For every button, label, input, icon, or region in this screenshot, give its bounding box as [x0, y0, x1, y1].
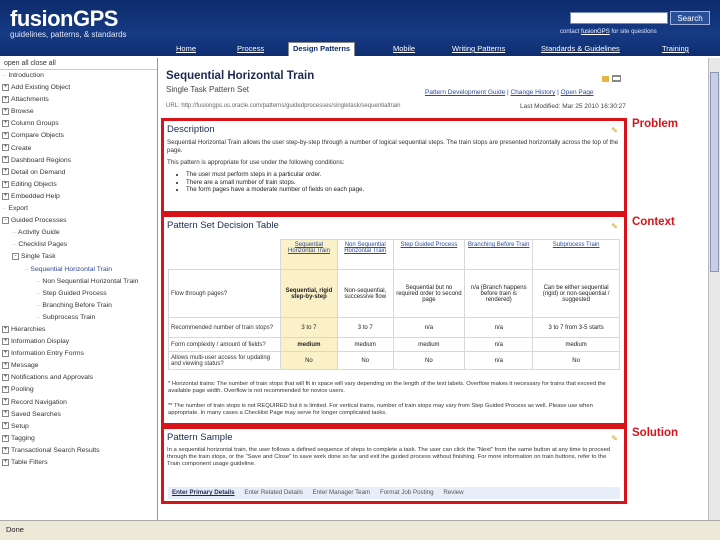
tree-item[interactable]: [0, 457, 157, 469]
tree-item[interactable]: [0, 288, 157, 300]
table-cell: medium: [281, 338, 338, 352]
site-tagline: guidelines, patterns, & standards: [10, 30, 127, 39]
expand-icon[interactable]: +: [3, 95, 8, 102]
table-row: [169, 338, 620, 352]
expand-icon[interactable]: +: [3, 192, 8, 199]
tree-item-label: Subprocess Train: [42, 313, 96, 321]
main-nav: [0, 42, 720, 56]
status-bar: [0, 520, 720, 540]
tree-item[interactable]: [0, 324, 157, 336]
sample-heading: Pattern Sample: [167, 432, 233, 443]
expand-icon[interactable]: +: [3, 386, 8, 393]
table-cell: No: [337, 352, 393, 370]
tree-item[interactable]: [0, 360, 157, 372]
tree-item[interactable]: [0, 203, 157, 215]
sample-text: In a sequential horizontal train, the user follows a defined sequence of steps to complete a task. The user can click the "Next" from the same button at any time to proceed through the train stops, or the "Save and Close" to save work done so far and exit the guided process without finishing. For more information on train buttons, refer to the Train component usage guideline.: [167, 447, 611, 467]
search-input[interactable]: [570, 12, 668, 24]
expand-icon[interactable]: +: [3, 374, 8, 381]
contact-suffix: for site questions: [611, 29, 657, 35]
edit-icon[interactable]: ✎: [611, 222, 618, 231]
tree-item-label: Sequential Horizontal Train: [30, 265, 113, 273]
footnote-1: * Horizontal trains: The number of train stops that will fit in space will vary depending on the length of the text labels. Overflow makes it necessary for trains that exceed the available page width. Overflow is not recommended for novice users.: [168, 381, 606, 394]
search-button[interactable]: Search: [670, 11, 710, 25]
tree-item[interactable]: [0, 215, 157, 227]
column-header[interactable]: Subprocess Train: [533, 240, 620, 270]
page-title: Sequential Horizontal Train: [166, 70, 315, 82]
expand-icon[interactable]: +: [3, 168, 8, 175]
expand-icon[interactable]: +: [3, 120, 8, 127]
tree-item-label: Checklist Pages: [18, 241, 68, 249]
table-row: [169, 270, 620, 318]
tree-item-label: Guided Processes: [11, 217, 67, 225]
tree-item-label: Column Groups: [11, 120, 59, 128]
sidebar-tree: [0, 58, 158, 520]
tree-item[interactable]: [0, 433, 157, 445]
tree-item-label: Pooling: [11, 386, 34, 394]
expand-icon[interactable]: +: [3, 132, 8, 139]
tree-item-label: Hierarchies: [11, 325, 46, 333]
expand-icon[interactable]: +: [3, 446, 8, 453]
tree-item[interactable]: [0, 118, 157, 130]
table-cell: medium: [393, 338, 465, 352]
tree-item-label: Compare Objects: [11, 132, 64, 140]
edit-icon[interactable]: ✎: [611, 434, 618, 443]
train-stop[interactable]: Format Job Posting: [379, 489, 434, 496]
tree-item[interactable]: [0, 130, 157, 142]
tree-connector: ··: [36, 301, 43, 309]
expand-icon[interactable]: +: [3, 83, 8, 90]
description-heading: Description: [167, 124, 215, 135]
open-page-link[interactable]: Open Page: [560, 89, 594, 96]
table-corner: [169, 240, 281, 270]
contact-line: [560, 29, 657, 35]
tree-item-label: Detail on Demand: [11, 168, 66, 176]
row-question: Recommended number of train stops?: [169, 318, 281, 338]
expand-icon[interactable]: +: [3, 337, 8, 344]
train-tabs: [168, 487, 620, 499]
tree-connector: ··: [36, 277, 43, 285]
tree-item-label: Record Navigation: [11, 398, 67, 406]
table-cell: No: [393, 352, 465, 370]
tree-item[interactable]: [0, 276, 157, 288]
site-logo[interactable]: fusionGPS: [10, 6, 118, 31]
tree-item[interactable]: [0, 191, 157, 203]
page-url: URL: http://fusiongps.us.oracle.com/patterns/guidedprocesses/singletask/sequentialtrain: [166, 103, 401, 109]
condition-item: • The user must perform steps in a particular order.: [186, 171, 624, 179]
table-row: [169, 318, 620, 338]
expand-icon[interactable]: +: [3, 180, 8, 187]
nav-mobile[interactable]: Mobile: [393, 44, 416, 53]
column-header[interactable]: Non Sequential Horizontal Train: [337, 240, 393, 270]
table-cell: Non-sequential, successive flow: [337, 270, 393, 318]
tree-item[interactable]: [0, 409, 157, 421]
expand-icon[interactable]: +: [3, 144, 8, 151]
vertical-scrollbar[interactable]: [708, 58, 720, 520]
table-cell: 3 to 7 from 3-5 starts: [533, 318, 620, 338]
tree-item-label: Information Display: [11, 338, 70, 346]
table-header-row: [169, 240, 620, 270]
tree-item[interactable]: [0, 372, 157, 384]
tree-item[interactable]: [0, 348, 157, 360]
nav-standards[interactable]: Standards & Guidelines: [541, 44, 620, 53]
contact-link[interactable]: fusionGPS: [581, 29, 610, 35]
tree-item[interactable]: [0, 384, 157, 396]
last-modified: Last Modified: Mar 25 2010 16:30:27: [520, 103, 626, 110]
tree-controls[interactable]: open all close all: [0, 58, 157, 70]
tree-item-label: Dashboard Regions: [11, 156, 72, 164]
tree-connector: ··: [12, 241, 19, 249]
tree-list: [0, 70, 157, 469]
tree-item[interactable]: [0, 82, 157, 94]
table-cell: Sequential, rigid step-by-step: [281, 270, 338, 318]
table-cell: n/a: [465, 318, 533, 338]
description-text: Sequential Horizontal Train allows the user step-by-step through a number of logical sequential steps. The train stops are presented horizontally across the top of the page.: [167, 139, 619, 154]
table-cell: No: [533, 352, 620, 370]
tree-item-label: Export: [8, 205, 29, 213]
tree-item[interactable]: [0, 251, 157, 263]
table-row: [169, 352, 620, 370]
problem-label: Problem: [632, 118, 679, 130]
tree-item-label: Browse: [11, 108, 34, 116]
tree-item[interactable]: [0, 300, 157, 312]
table-cell: medium: [533, 338, 620, 352]
row-question: Allows multi-user access for updating and viewing status?: [169, 352, 281, 370]
description-section: [161, 118, 627, 214]
table-cell: n/a: [465, 338, 533, 352]
condition-item: • The form pages have a moderate number of fields on each page.: [186, 186, 624, 194]
table-cell: n/a: [465, 352, 533, 370]
row-question: Form complexity / amount of fields?: [169, 338, 281, 352]
expand-icon[interactable]: +: [3, 156, 8, 163]
table-cell: medium: [337, 338, 393, 352]
collapse-icon[interactable]: -: [12, 253, 19, 260]
page-links: Pattern Development Guide | Change History | Open Page: [425, 89, 594, 96]
tree-item-label: Create: [11, 144, 32, 152]
table-cell: 3 to 7: [281, 318, 338, 338]
change-history-link[interactable]: Change History: [510, 89, 556, 96]
column-header[interactable]: Sequential Horizontal Train: [281, 240, 338, 270]
context-label: Context: [632, 216, 675, 228]
tree-item-label: Notifications and Approvals: [11, 374, 93, 382]
decision-heading: Pattern Set Decision Table: [167, 220, 279, 231]
tree-item[interactable]: [0, 179, 157, 191]
site-header: [0, 0, 720, 56]
pattern-sample-section: [161, 426, 627, 504]
nav-writing-patterns[interactable]: Writing Patterns: [452, 44, 506, 53]
tree-item[interactable]: [0, 445, 157, 457]
tree-item-label: Setup: [11, 422, 29, 430]
tree-item-label: Tagging: [11, 434, 35, 442]
column-header[interactable]: Branching Before Train: [465, 240, 533, 270]
expand-icon[interactable]: +: [3, 361, 8, 368]
nav-training[interactable]: Training: [662, 44, 689, 53]
tree-item[interactable]: [0, 312, 157, 324]
tree-item[interactable]: [0, 94, 157, 106]
tree-connector: ··: [36, 289, 43, 297]
tree-item-label: Activity Guide: [18, 229, 60, 237]
train-stop[interactable]: Enter Related Details: [244, 489, 303, 496]
tree-item[interactable]: [0, 336, 157, 348]
expand-icon[interactable]: +: [3, 325, 8, 332]
tree-item-label: Table Filters: [11, 459, 48, 466]
tree-item-label: Add Existing Object: [11, 84, 71, 92]
expand-icon[interactable]: +: [3, 410, 8, 417]
tree-item[interactable]: [0, 397, 157, 409]
tree-item[interactable]: [0, 106, 157, 118]
expand-icon[interactable]: +: [3, 434, 8, 441]
edit-icon[interactable]: ✎: [611, 126, 618, 135]
footnote-2: ** The number of train stops is not REQUIRED but it is limited. For vertical trains, number of train stops may vary from Step Guided Process as well. Please use when appropriate. In many cases a Checklist Page may serve for longer complicated tasks.: [168, 403, 593, 416]
tree-connector: ··: [24, 265, 31, 273]
expand-icon[interactable]: +: [3, 458, 8, 465]
nav-design-patterns[interactable]: Design Patterns: [288, 42, 355, 56]
table-cell: No: [281, 352, 338, 370]
tree-item[interactable]: [0, 421, 157, 433]
decision-table-section: [161, 214, 627, 426]
description-conditions: This pattern is appropriate for use under the following conditions:: [167, 159, 345, 166]
decision-table: [168, 239, 620, 370]
table-cell: Can be either sequential (rigid) or non-sequential / suggested: [533, 270, 620, 318]
tree-item[interactable]: [0, 167, 157, 179]
tree-connector: ··: [36, 313, 43, 321]
contact-prefix: contact: [560, 29, 580, 35]
train-stop[interactable]: Enter Primary Details: [172, 489, 235, 496]
table-cell: 3 to 7: [337, 318, 393, 338]
table-cell: n/a: [393, 318, 465, 338]
tree-connector: ··: [2, 72, 9, 79]
tree-item-label: Saved Searches: [11, 410, 61, 418]
tree-item[interactable]: [0, 264, 157, 276]
pattern-guide-link[interactable]: Pattern Development Guide: [425, 89, 506, 96]
train-stop[interactable]: Review: [443, 489, 464, 496]
tree-item[interactable]: [0, 227, 157, 239]
print-icon[interactable]: [602, 74, 622, 82]
solution-label: Solution: [632, 427, 678, 439]
expand-icon[interactable]: +: [3, 398, 8, 405]
tree-item-label: Transactional Search Results: [11, 446, 100, 454]
column-header[interactable]: Step Guided Process: [393, 240, 465, 270]
tree-item[interactable]: [0, 143, 157, 155]
tree-item[interactable]: [0, 239, 157, 251]
collapse-icon[interactable]: -: [2, 217, 9, 224]
expand-icon[interactable]: +: [3, 422, 8, 429]
condition-item: • There are a small number of train stops.: [186, 179, 624, 187]
tree-item-label: Embedded Help: [11, 192, 60, 200]
tree-item-label: Single Task: [21, 253, 56, 261]
tree-item-label: Message: [11, 362, 39, 370]
row-question: Flow through pages?: [169, 270, 281, 318]
conditions-list: [186, 171, 624, 194]
expand-icon[interactable]: +: [3, 349, 8, 356]
tree-item-label: Introduction: [8, 72, 44, 79]
tree-connector: ··: [2, 205, 9, 213]
train-stop[interactable]: Enter Manager Team: [312, 489, 371, 496]
nav-home[interactable]: Home: [176, 44, 197, 53]
tree-item-label: Editing Objects: [11, 180, 57, 188]
nav-process[interactable]: Process: [237, 44, 265, 53]
expand-icon[interactable]: +: [3, 107, 8, 114]
scrollbar-thumb[interactable]: [710, 72, 719, 272]
tree-item[interactable]: [0, 70, 157, 82]
tree-item-label: Attachments: [11, 96, 49, 104]
tree-item-label: Information Entry Forms: [11, 350, 84, 358]
page-subtitle: Single Task Pattern Set: [166, 85, 250, 94]
tree-item-label: Non Sequential Horizontal Train: [42, 277, 139, 285]
tree-item-label: Step Guided Process: [42, 289, 107, 297]
status-text: Done: [6, 525, 24, 534]
tree-connector: ··: [12, 229, 19, 237]
table-cell: Sequential but no required order to second page: [393, 270, 465, 318]
tree-item-label: Branching Before Train: [42, 301, 112, 309]
table-cell: n/a (Branch happens before train is rendered): [465, 270, 533, 318]
tree-item[interactable]: [0, 155, 157, 167]
